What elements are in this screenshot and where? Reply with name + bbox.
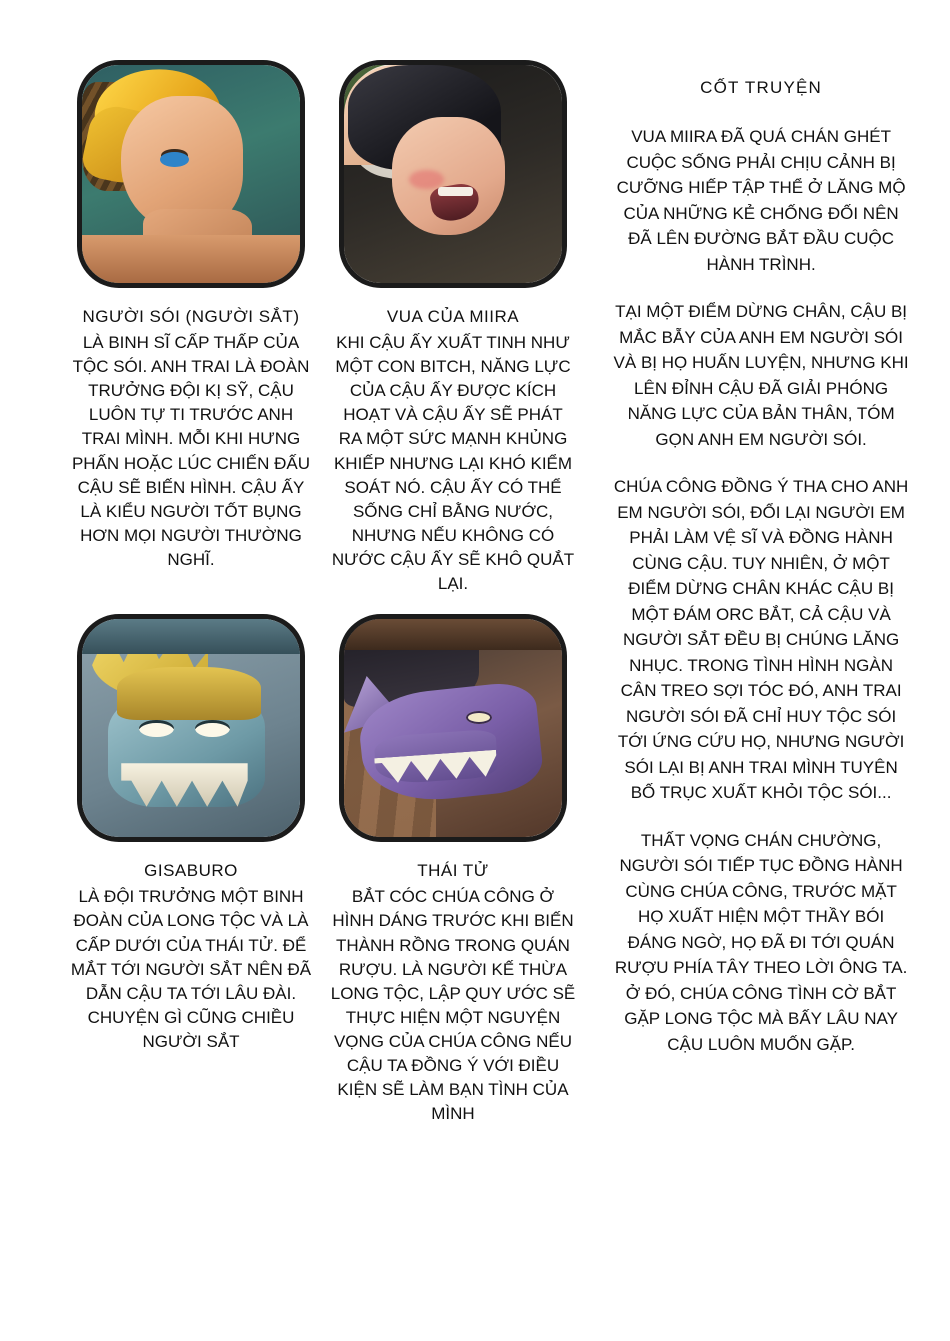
story-heading: CỐT TRUYỆN bbox=[700, 78, 823, 97]
character-card bbox=[322, 60, 584, 596]
story-paragraph: VUA MIIRA ĐÃ QUÁ CHÁN GHÉT CUỘC SỐNG PHẢI CHỊU CẢNH BỊ CƯỠNG HIẾP TẬP THỂ Ở LĂNG MỘ CỦA NHỮNG KẺ CHỐNG ĐỐI NÊN ĐÃ LÊN ĐƯỜNG BẮT ĐẦU CUỘC HÀNH TRÌNH. bbox=[616, 127, 906, 274]
character-grid bbox=[60, 60, 592, 1301]
purple-dragon-portrait bbox=[339, 614, 567, 842]
character-name: THÁI TỬ bbox=[417, 861, 489, 881]
armored-lizard-portrait bbox=[77, 614, 305, 842]
blond-wolfman-portrait bbox=[77, 60, 305, 288]
character-card bbox=[60, 614, 322, 1126]
character-card bbox=[322, 614, 584, 1126]
character-name: NGƯỜI SÓI (NGƯỜI SẮT) bbox=[82, 307, 300, 326]
story-paragraph: TẠI MỘT ĐIỂM DỪNG CHÂN, CẬU BỊ MẮC BẪY CỦA ANH EM NGƯỜI SÓI VÀ BỊ HỌ HUẤN LUYỆN, NHƯNG KHI LÊN ĐỈNH CẬU ĐÃ GIẢI PHÓNG NĂNG LỰC CỦA BẢN THÂN, TÓM GỌN ANH EM NGƯỜI SÓI. bbox=[613, 302, 909, 449]
story-column bbox=[612, 60, 910, 1301]
story-paragraph: THẤT VỌNG CHÁN CHƯỜNG, NGƯỜI SÓI TIẾP TỤC ĐỒNG HÀNH CÙNG CHÚA CÔNG, TRƯỚC MẶT HỌ XUẤT HIỆN MỘT THẦY BÓI ĐÁNG NGỜ, HỌ ĐÃ ĐI TỚI QUÁN RƯỢU PHÍA TÂY THEO LỜI ÔNG TA. Ở ĐÓ, CHÚA CÔNG TÌNH CỜ BẮT GẶP LONG TỘC MÀ BẤY LÂU NAY CẬU LUÔN MUỐN GẶP. bbox=[614, 830, 908, 1054]
character-description: KHI CẬU ẤY XUẤT TINH NHƯ MỘT CON BITCH, NĂNG LỰC CỦA CẬU ẤY ĐƯỢC KÍCH HOẠT VÀ CẬU ẤY SẼ PHÁT RA MỘT SỨC MẠNH KHỦNG KHIẾP NHƯNG LẠI KHÓ KIỂM SOÁT NÓ. CẬU ẤY CÓ THỂ SỐNG CHỈ BẰNG NƯỚC, NHƯNG NẾU KHÔNG CÓ NƯỚC CẬU ẤY SẼ KHÔ QUẮT LẠI. bbox=[331, 332, 575, 594]
character-name: GISABURO bbox=[144, 861, 238, 881]
story-paragraph: CHÚA CÔNG ĐỒNG Ý THA CHO ANH EM NGƯỜI SÓI, ĐỔI LẠI NGƯỜI EM PHẢI LÀM VỆ SĨ VÀ ĐỒNG HÀNH CÙNG CẬU. TUY NHIÊN, Ở MỘT ĐIỂM DỪNG CHÂN KHÁC CẬU BỊ MỘT ĐÁM ORC BẮT, CẢ CẬU VÀ NGƯỜI SẮT ĐỀU BỊ CHÚNG LĂNG NHỤC. TRONG TÌNH HÌNH NGÀN CÂN TREO SỢI TÓC ĐÓ, ANH TRAI NGƯỜI SÓI ĐÃ CHỈ HUY TỘC SÓI TỚI ỨNG CỨU HỌ, NHƯNG NGƯỜI SÓI LẠI BỊ ANH TRAI MÌNH TUYÊN BỐ TRỤC XUẤT KHỎI TỘC SÓI... bbox=[613, 477, 909, 802]
character-description: BẮT CÓC CHÚA CÔNG Ở HÌNH DÁNG TRƯỚC KHI BIẾN THÀNH RỒNG TRONG QUÁN RƯỢU. LÀ NGƯỜI KẾ THỪA LONG TỘC, LẬP QUY ƯỚC SẼ THỰC HIỆN MỘT NGUYỆN VỌNG CỦA CHÚA CÔNG NẾU CẬU TA ĐỒNG Ý VỚI ĐIỀU KIỆN SẼ LÀM BẠN TÌNH CỦA MÌNH bbox=[330, 887, 576, 1124]
character-card bbox=[60, 60, 322, 596]
character-description: LÀ ĐỘI TRƯỞNG MỘT BINH ĐOÀN CỦA LONG TỘC VÀ LÀ CẤP DƯỚI CỦA THÁI TỬ. ĐỂ MẮT TỚI NGƯỜI SẮT NÊN ĐÃ DẪN CẬU TA TỚI LÂU ĐÀI. CHUYỆN GÌ CŨNG CHIỀU NGƯỜI SẮT bbox=[70, 887, 312, 1051]
character-description: LÀ BINH SĨ CẤP THẤP CỦA TỘC SÓI. ANH TRAI LÀ ĐOÀN TRƯỞNG ĐỘI KỊ SỸ, CẬU LUÔN TỰ TI TRƯỚC ANH TRAI MÌNH. MỖI KHI HƯNG PHẤN HOẶC LÚC CHIẾN ĐẤU CẬU SẼ BIẾN HÌNH. CẬU ẤY LÀ KIỂU NGƯỜI TỐT BỤNG HƠN MỌI NGƯỜI THƯỜNG NGHĨ. bbox=[71, 332, 311, 570]
character-name: VUA CỦA MIIRA bbox=[386, 307, 520, 326]
dark-haired-king-portrait bbox=[339, 60, 567, 288]
